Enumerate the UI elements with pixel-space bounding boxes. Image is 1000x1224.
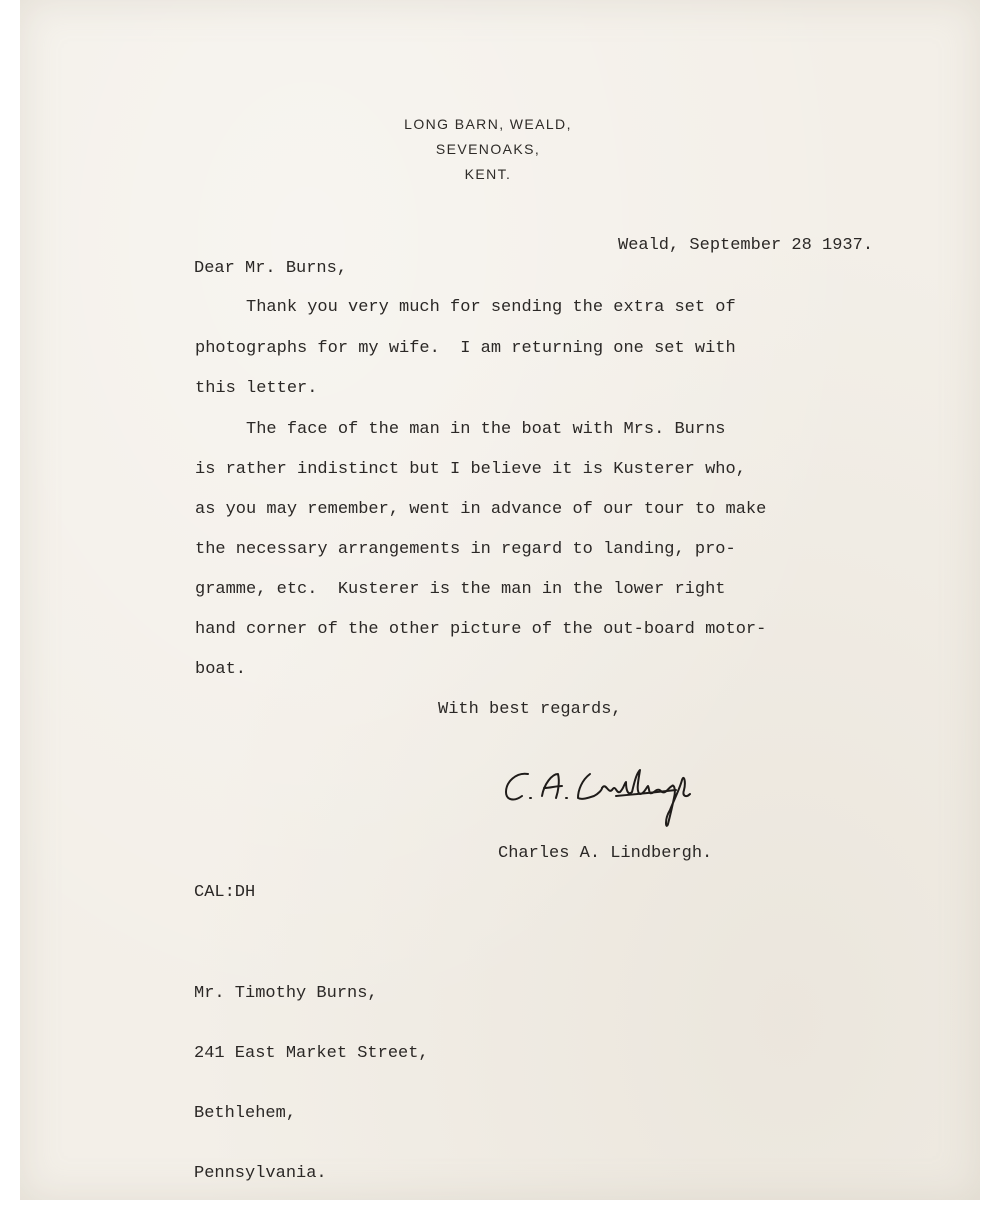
signer-name: Charles A. Lindbergh. xyxy=(498,844,713,863)
salutation: Dear Mr. Burns, xyxy=(194,259,348,278)
body-line: The face of the man in the boat with Mrs. Burns xyxy=(195,420,726,439)
body-line: as you may remember, went in advance of our tour to make xyxy=(195,500,767,519)
letter-date: Weald, September 28 1937. xyxy=(618,236,874,255)
closing: With best regards, xyxy=(438,700,622,719)
letterhead-line-1: LONG BARN, WEALD, xyxy=(404,116,572,132)
reference-initials: CAL:DH xyxy=(194,883,256,902)
letterhead xyxy=(20,112,956,187)
letter-paper xyxy=(20,0,980,1200)
address-line: Pennsylvania. xyxy=(194,1164,327,1183)
body-line: photographs for my wife. I am returning one set with xyxy=(195,339,736,358)
letterhead-line-3: KENT. xyxy=(464,166,512,182)
handwritten-signature xyxy=(498,760,738,840)
body-line: boat. xyxy=(195,660,247,679)
body-line: this letter. xyxy=(195,379,318,398)
body-line: gramme, etc. Kusterer is the man in the lower right xyxy=(195,580,726,599)
letterhead-line-2: SEVENOAKS, xyxy=(435,141,541,157)
address-line: 241 East Market Street, xyxy=(194,1044,429,1063)
body-line: Thank you very much for sending the extra set of xyxy=(195,298,736,317)
body-line: the necessary arrangements in regard to landing, pro- xyxy=(195,540,736,559)
address-line: Bethlehem, xyxy=(194,1104,297,1123)
recipient-address xyxy=(194,944,429,1224)
address-line: Mr. Timothy Burns, xyxy=(194,984,378,1003)
body-line: hand corner of the other picture of the out-board motor- xyxy=(195,620,767,639)
body-line: is rather indistinct but I believe it is Kusterer who, xyxy=(195,460,746,479)
